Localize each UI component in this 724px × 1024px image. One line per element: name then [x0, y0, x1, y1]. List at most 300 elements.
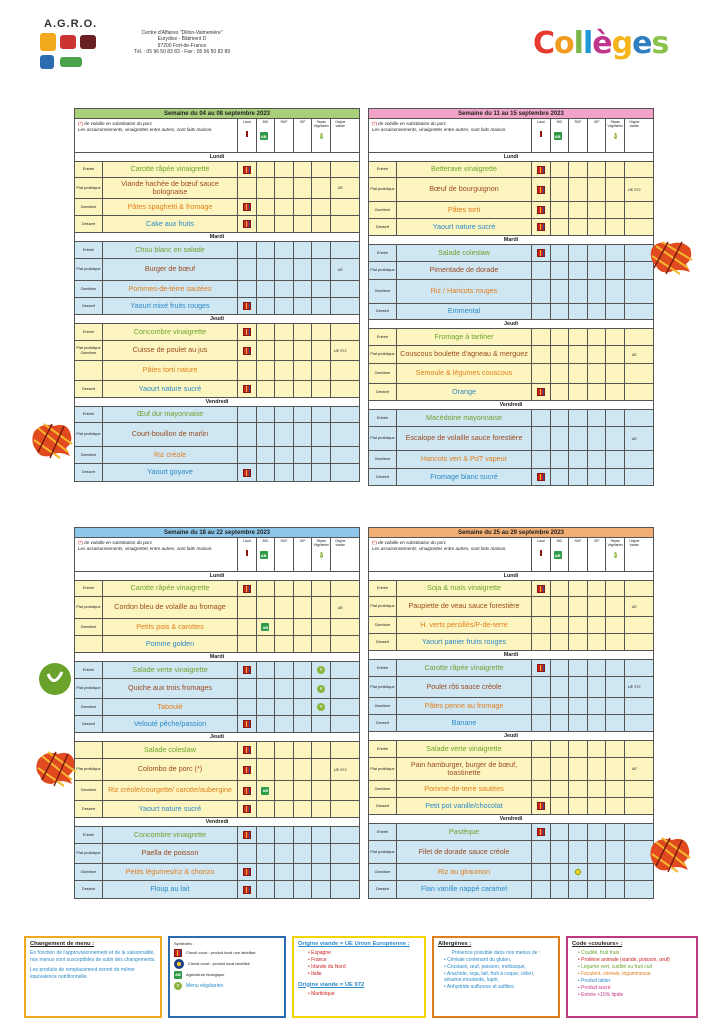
- dish-name: H. verts persillés/P-de-terre: [397, 617, 532, 633]
- label-cell: [257, 281, 276, 297]
- label-cell: [331, 242, 350, 258]
- label-cell: [294, 699, 313, 715]
- local-icon: [243, 886, 251, 894]
- address-line: Eurydice - Bâtiment D: [157, 36, 207, 43]
- label-cell: [238, 636, 257, 652]
- label-cell: [312, 679, 331, 698]
- label-cell: [532, 617, 551, 633]
- rup-icon: [572, 551, 584, 563]
- menu-row: [75, 216, 359, 233]
- day-header: Mardi: [75, 653, 359, 662]
- menu-row: [369, 677, 653, 698]
- label-cell: [312, 361, 331, 380]
- label-cell: [294, 759, 313, 780]
- label-cell: [551, 219, 570, 235]
- label-cell: [551, 304, 570, 319]
- martinique-madras-icon: [648, 238, 694, 276]
- menu-row: [369, 881, 653, 898]
- label-cell: [331, 699, 350, 715]
- dish-name: Pain hamburger, burger de bœuf, toastinette: [397, 758, 532, 780]
- label-cell: [625, 758, 644, 780]
- menu-row: [369, 304, 653, 320]
- label-cell: [294, 864, 313, 880]
- label-cell: [625, 384, 644, 400]
- legend-text: Les produits de remplacement seront de même équivalence nutritionnelle.: [30, 967, 135, 980]
- label-cell: [257, 662, 276, 678]
- label-cell: [569, 219, 588, 235]
- menu-row: [75, 759, 359, 781]
- dish-name: Salade verte vinaigrette: [397, 741, 532, 757]
- label-cell: [312, 827, 331, 843]
- label-cell: [532, 178, 551, 201]
- column-label: Local: [242, 120, 251, 124]
- rup-icon: [572, 132, 584, 144]
- label-cell: [588, 698, 607, 714]
- week-title: Semaine du 04 au 08 septembre 2023: [75, 109, 359, 119]
- menu-row: [369, 634, 653, 651]
- menu-row: [75, 298, 359, 315]
- dish-name: Bœuf de bourguignon: [397, 178, 532, 201]
- label-cell: [588, 219, 607, 235]
- label-cell: [257, 781, 276, 800]
- menu-row: [369, 715, 653, 732]
- label-cell: [551, 758, 570, 780]
- label-cell: [532, 162, 551, 177]
- legend-origine: [292, 936, 426, 1018]
- label-cell: [569, 634, 588, 650]
- day-header: Vendredi: [75, 818, 359, 827]
- column-label: Origine viande: [335, 539, 346, 547]
- label-cell: [551, 410, 570, 426]
- course-label: Plat protidique: [75, 178, 103, 198]
- local-icon: [243, 347, 251, 355]
- label-cell: [625, 864, 644, 880]
- label-cell: [588, 824, 607, 840]
- label-cell: [569, 824, 588, 840]
- label-cell: [238, 281, 257, 297]
- menu-row: [369, 581, 653, 597]
- dish-name: Yaourt panier fruits rouges: [397, 634, 532, 650]
- legend-item: • Irlande du Nord: [308, 964, 346, 971]
- label-cell: [625, 162, 644, 177]
- course-label: [75, 636, 103, 652]
- course-label: Entrée: [369, 245, 397, 261]
- legend-title: Origine viande = UE 972: [298, 981, 365, 988]
- origin-value: UE: [631, 604, 637, 609]
- label-cell: [294, 742, 313, 758]
- label-cell: [588, 245, 607, 261]
- column-header: [606, 538, 625, 571]
- label-cell: [569, 178, 588, 201]
- label-cell: [625, 597, 644, 616]
- column-label: IGP: [593, 539, 600, 543]
- header: [0, 0, 724, 95]
- label-cell: [606, 410, 625, 426]
- label-cell: [275, 199, 294, 215]
- dish-name: Petit pot vanille/chocolat: [397, 798, 532, 814]
- label-cell: [331, 407, 350, 422]
- menu-row: [75, 679, 359, 699]
- legend-item: • Espagne: [308, 950, 331, 957]
- label-cell: [532, 798, 551, 814]
- label-cell: [625, 469, 644, 485]
- label-cell: [294, 178, 313, 198]
- label-cell: [569, 597, 588, 616]
- dish-name: Carotte râpée vinaigrette: [103, 581, 238, 596]
- org-address: [112, 30, 252, 56]
- label-cell: [625, 660, 644, 676]
- label-cell: [238, 178, 257, 198]
- label-cell: [238, 844, 257, 863]
- label-cell: [312, 162, 331, 177]
- vegetarian-icon: v: [614, 552, 617, 558]
- label-cell: [257, 464, 276, 481]
- course-label: Plat protidique: [369, 758, 397, 780]
- label-cell: [588, 581, 607, 596]
- label-cell: [294, 447, 313, 463]
- label-cell: [312, 341, 331, 360]
- course-label: Entrée: [75, 407, 103, 422]
- dish-name: Riz créole: [103, 447, 238, 463]
- label-cell: [312, 464, 331, 481]
- local-icon: [243, 805, 251, 813]
- dish-name: Haricots vert & PdT vapeur: [397, 451, 532, 468]
- local-icon: [243, 868, 251, 876]
- label-cell: [257, 619, 276, 635]
- dish-name: Pâtes spaghetti & fromage: [103, 199, 238, 215]
- label-cell: [331, 216, 350, 232]
- label-cell: [625, 581, 644, 596]
- note-text: Les assaisonnements, vinaigrettes entre autres, sont faits maison.: [78, 126, 213, 132]
- label-cell: [294, 881, 313, 898]
- label-cell: [588, 384, 607, 400]
- address-line: 97200 Fort-de-France: [157, 42, 207, 49]
- menu-row: [75, 259, 359, 281]
- course-label: Garniture: [369, 781, 397, 797]
- vegetarian-icon: v: [320, 133, 323, 139]
- local-icon: [241, 132, 253, 144]
- label-cell: [275, 407, 294, 422]
- course-label: Plat protidique: [75, 759, 103, 780]
- label-cell: [551, 781, 570, 797]
- label-cell: [257, 361, 276, 380]
- local-icon: [243, 220, 251, 228]
- label-cell: [569, 364, 588, 383]
- label-cell: [331, 662, 350, 678]
- label-cell: [312, 662, 331, 678]
- course-label: Dessert: [369, 798, 397, 814]
- label-cell: [625, 219, 644, 235]
- label-cell: [532, 427, 551, 450]
- label-cell: [606, 597, 625, 616]
- course-label: Plat protidique: [75, 423, 103, 446]
- label-cell: [312, 407, 331, 422]
- label-cell: [294, 199, 313, 215]
- label-cell: [625, 781, 644, 797]
- vegetarian-icon: v: [174, 982, 182, 990]
- local-icon: [243, 831, 251, 839]
- label-cell: [606, 781, 625, 797]
- label-cell: [532, 219, 551, 235]
- label-cell: [238, 742, 257, 758]
- label-cell: [569, 304, 588, 319]
- agro-logo-text: A.G.R.O.: [44, 18, 98, 30]
- course-label: Garniture: [369, 451, 397, 468]
- menu-row: [75, 636, 359, 653]
- column-header: [606, 119, 625, 152]
- label-cell: [606, 162, 625, 177]
- course-label: Garniture: [75, 199, 103, 215]
- dish-name: Paupiette de veau sauce forestière: [397, 597, 532, 616]
- column-label: Local: [536, 539, 545, 543]
- local-icon: [537, 206, 545, 214]
- legend-item: • Féculent, céréale, légumineuse: [578, 971, 651, 978]
- label-cell: [312, 178, 331, 198]
- legend-text: Menu végétarien: [186, 983, 224, 990]
- origin-value: UE 972: [627, 685, 641, 689]
- label-cell: [551, 581, 570, 596]
- day-header: Mardi: [369, 651, 653, 660]
- dish-name: Concombre vinaigrette: [103, 324, 238, 340]
- label-cell: [257, 864, 276, 880]
- label-cell: [257, 324, 276, 340]
- course-label: Entrée: [369, 824, 397, 840]
- dish-name: Carotte râpée vinaigrette: [103, 162, 238, 177]
- column-label: RUP: [280, 539, 288, 543]
- menu-row: [75, 361, 359, 381]
- label-cell: [569, 677, 588, 697]
- menu-row: [369, 364, 653, 384]
- label-cell: [275, 464, 294, 481]
- igp-icon: [297, 132, 309, 144]
- label-cell: [257, 259, 276, 280]
- label-cell: [551, 741, 570, 757]
- label-cell: [569, 617, 588, 633]
- local-icon: [537, 828, 545, 836]
- dish-name: Floup au lait: [103, 881, 238, 898]
- legend-item: • Anhydride sulfureux et sulfites.: [444, 983, 515, 990]
- menu-row: [75, 464, 359, 481]
- label-cell: [275, 662, 294, 678]
- label-cell: [238, 259, 257, 280]
- column-header: [275, 538, 294, 571]
- label-cell: [569, 162, 588, 177]
- column-header: [569, 538, 588, 571]
- label-cell: [588, 178, 607, 201]
- dish-name: Velouté pêche/passion: [103, 716, 238, 732]
- label-cell: [625, 245, 644, 261]
- label-cell: [238, 597, 257, 618]
- menu-row: [369, 162, 653, 178]
- course-label: Dessert: [369, 715, 397, 731]
- label-cell: [294, 281, 313, 297]
- label-cell: [275, 178, 294, 198]
- menu-row: [75, 827, 359, 844]
- dish-name: Betterave vinaigrette: [397, 162, 532, 177]
- label-cell: [238, 864, 257, 880]
- dish-name: Pâtes torti: [397, 202, 532, 218]
- label-cell: [294, 662, 313, 678]
- label-cell: [532, 824, 551, 840]
- menu-row: [369, 660, 653, 677]
- label-cell: [257, 381, 276, 397]
- label-cell: [551, 798, 570, 814]
- label-cell: [569, 841, 588, 863]
- column-header: [331, 119, 350, 152]
- column-header: [551, 119, 570, 152]
- label-cell: [312, 801, 331, 817]
- label-cell: [312, 242, 331, 258]
- label-cell: [275, 619, 294, 635]
- label-cell: [257, 447, 276, 463]
- label-cell: [275, 864, 294, 880]
- legend-title: Changement de menu :: [30, 941, 95, 947]
- menu-row: [369, 280, 653, 304]
- label-cell: [275, 742, 294, 758]
- day-header: Vendredi: [369, 815, 653, 824]
- course-label: Garniture: [369, 364, 397, 383]
- dish-name: Court-bouillon de marlin: [103, 423, 238, 446]
- label-cell: [588, 304, 607, 319]
- menu-row: [75, 423, 359, 447]
- menu-row: [75, 381, 359, 398]
- week-menu-table: [368, 108, 654, 486]
- course-label: Entrée: [369, 329, 397, 345]
- note-text: Les assaisonnements, vinaigrettes entre autres, sont faits maison.: [372, 126, 507, 132]
- menu-row: [75, 581, 359, 597]
- legend-text: Circuit court : produit local non labellisé: [186, 950, 256, 956]
- course-label: Entrée: [369, 162, 397, 177]
- course-label: Plat protidique: [369, 427, 397, 450]
- course-label: Plat protidique: [75, 597, 103, 618]
- course-label: Garniture: [369, 864, 397, 880]
- label-cell: [569, 410, 588, 426]
- label-cell: [238, 781, 257, 800]
- label-cell: [532, 245, 551, 261]
- week-title: Semaine du 25 au 29 septembre 2023: [369, 528, 653, 538]
- label-cell: [294, 636, 313, 652]
- label-cell: [238, 447, 257, 463]
- bio-icon: AB: [260, 552, 267, 558]
- menu-row: [75, 281, 359, 298]
- label-cell: [331, 199, 350, 215]
- label-cell: [551, 660, 570, 676]
- label-cell: [257, 581, 276, 596]
- label-cell: [238, 407, 257, 422]
- rup-icon: [278, 551, 290, 563]
- igp-icon: [591, 132, 603, 144]
- label-cell: [312, 636, 331, 652]
- label-cell: [294, 597, 313, 618]
- label-cell: [331, 636, 350, 652]
- label-cell: [625, 178, 644, 201]
- label-cell: [551, 677, 570, 697]
- label-cell: [569, 469, 588, 485]
- course-label: [75, 742, 103, 758]
- column-label: BIO: [262, 539, 269, 543]
- label-cell: [569, 581, 588, 596]
- column-label: Local: [242, 539, 251, 543]
- label-cell: [275, 324, 294, 340]
- label-cell: [238, 324, 257, 340]
- column-header: [257, 538, 276, 571]
- label-cell: [312, 281, 331, 297]
- menu-row: [75, 662, 359, 679]
- label-cell: [551, 715, 570, 731]
- label-cell: [551, 841, 570, 863]
- menu-row: [75, 844, 359, 864]
- label-cell: [331, 827, 350, 843]
- vegetarian-icon: v: [320, 552, 323, 558]
- local-icon: [537, 166, 545, 174]
- label-cell: [625, 304, 644, 319]
- course-label: Entrée: [75, 324, 103, 340]
- day-header: Jeudi: [369, 732, 653, 741]
- menu-row: [369, 245, 653, 262]
- label-cell: [331, 281, 350, 297]
- vegetarian-icon: v: [317, 703, 325, 711]
- local-icon: [243, 746, 251, 754]
- label-cell: [606, 427, 625, 450]
- course-label: Plat protidique: [75, 844, 103, 863]
- label-cell: [257, 636, 276, 652]
- course-label: Dessert: [369, 219, 397, 235]
- label-cell: [294, 801, 313, 817]
- local-icon: [535, 132, 547, 144]
- label-cell: [532, 741, 551, 757]
- label-cell: [238, 581, 257, 596]
- label-cell: [257, 178, 276, 198]
- dish-name: Salade coleslaw: [397, 245, 532, 261]
- label-cell: [532, 677, 551, 697]
- label-cell: [551, 280, 570, 303]
- label-cell: [294, 827, 313, 843]
- course-label: Garniture: [75, 447, 103, 463]
- label-cell: [569, 698, 588, 714]
- label-cell: [331, 447, 350, 463]
- label-cell: [532, 634, 551, 650]
- label-cell: [294, 423, 313, 446]
- menu-row: [369, 741, 653, 758]
- menu-row: [369, 451, 653, 469]
- label-cell: [532, 262, 551, 279]
- label-cell: [625, 451, 644, 468]
- label-cell: [312, 699, 331, 715]
- dish-name: Cake aux fruits: [103, 216, 238, 232]
- dish-name: Quiche aux trois fromages: [103, 679, 238, 698]
- label-cell: [569, 346, 588, 363]
- label-cell: [257, 407, 276, 422]
- dish-name: Yaourt goyave: [103, 464, 238, 481]
- legend-title: Allergènes :: [438, 941, 472, 947]
- label-cell: [275, 216, 294, 232]
- local-icon: [243, 166, 251, 174]
- label-cell: [606, 469, 625, 485]
- dish-name: Burger de bœuf: [103, 259, 238, 280]
- label-cell: [606, 698, 625, 714]
- label-cell: [331, 361, 350, 380]
- local-icon: [537, 802, 545, 810]
- column-label: Repas Végétarien: [607, 539, 623, 547]
- menu-row: [75, 597, 359, 619]
- label-cell: [588, 617, 607, 633]
- colleges-brand: Collèges: [533, 26, 669, 61]
- label-cell: [238, 716, 257, 732]
- label-cell: [275, 801, 294, 817]
- label-cell: [551, 427, 570, 450]
- label-cell: [551, 597, 570, 616]
- label-cell: [569, 202, 588, 218]
